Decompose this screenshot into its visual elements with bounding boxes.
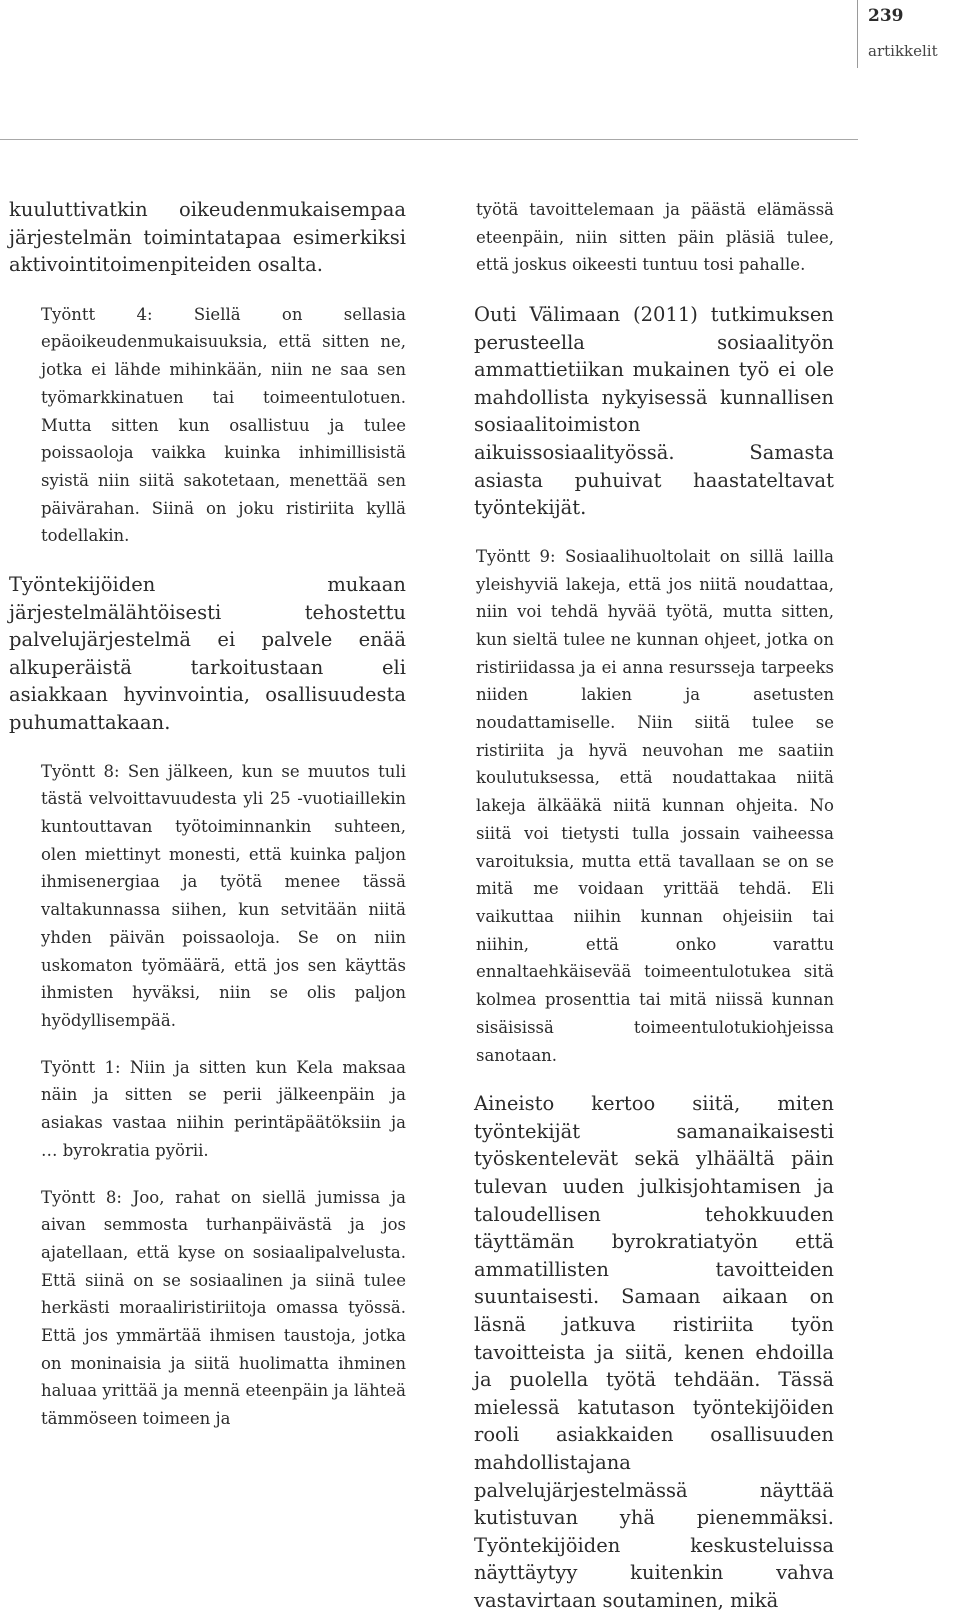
interview-quote: Työntt 9: Sosiaalihuoltolait on sillä lailla yleishyviä lakeja, että jos niitä noudattaa, niin voi tehdä hyvää työtä, mutta sitten, kun sieltä tulee ne kunnan ohjeet, jotka on ristiriidassa ja ei anna resursseja tarpeeks niiden lakien ja asetusten noudattamiselle. Niin siitä tulee se ristiriita ja hyvä neuvohan me saatiin koulutuksessa, että noudattakaa niitä lakeja älkääkä niitä kunnan ohjeita. No siitä voi tietysti tulla jossain vaiheessa varoituksia, mutta että tavallaan se on se mitä me voidaan yrittää tehdä. Eli vaikuttaa niihin kunnan ohjeisiin tai niihin, että onko varattu ennaltaehkäisevää toimeentulotukea sitä kolmea prosenttia tai mitä niissä kunnan sisäisissä toimeentulotukiohjeissa sanotaan. [476, 546, 834, 1065]
interview-quote: Työntt 8: Sen jälkeen, kun se muutos tuli tästä velvoittavuudesta yli 25 -vuotiaillekin kuntouttavan työtoiminnankin suhteen, olen miettinyt monesti, että kuinka paljon ihmisenergiaa ja työtä menee tässä valtakunnassa siihen, kun setvitään niitä yhden päivän poissaoloja. Se on niin uskomaton työmäärä, että jos sen käyttäs ihmisten hyväksi, niin se olis paljon hyödyllisempää. [41, 761, 406, 1030]
section-label: artikkelit [868, 42, 938, 60]
paragraph: Aineisto kertoo siitä, miten työntekijät samanaikaisesti työskentelevät sekä ylhäältä päin tulevan uuden julkisjohtamisen ja taloudellisen tehokkuuden täyttämän byrokratiatyön että ammatillisten tavoitteiden suuntaisesti. Samaan aikaan on läsnä jatkuva ristiriita työn tavoitteista ja siitä, kenen ehdoilla ja puolella työtä tehdään. Tässä mielessä katutason työntekijöiden rooli asiakkaiden osallisuuden mahdollistajana palvelujärjestelmässä näyttää kutistuvan yhä pienemmäksi. Työntekijöiden keskusteluissa näyttäytyy kuitenkin vahva vastavirtaan soutaminen, mikä [474, 1092, 834, 1612]
paragraph: Outi Välimaan (2011) tutkimuksen perusteella sosiaalityön ammattietiikan mukainen työ ei ole mahdollista nykyisessä kunnallisen sosiaalitoimiston aikuissosiaalityössä. Samasta asiasta puhuivat haastateltavat työntekijät. [474, 303, 834, 520]
header-rule [0, 139, 858, 140]
interview-quote: Työntt 1: Niin ja sitten kun Kela maksaa näin ja sitten se perii jälkeenpäin ja asiakas vastaa niihin perintäpäätöksiin ja … byrokratia pyörii. [41, 1057, 406, 1160]
left-column [9, 196, 406, 1433]
interview-quote: Työntt 8: Joo, rahat on siellä jumissa ja aivan semmosta turhanpäivästä ja jos ajatellaan, että kyse on sosiaalipalvelusta. Että siinä on se sosiaalinen ja siinä tulee herkästi moraaliristiriitoja omassa työssä. Että jos ymmärtää ihmisen taustoja, jotka on moninaisia ja siitä huolimatta ihminen haluaa yrittää ja mennä eteenpäin ja lähteä tämmöseen toimeen ja [41, 1187, 406, 1429]
page-number: 239 [868, 6, 904, 26]
interview-quote-continued: työtä tavoittelemaan ja päästä elämässä eteenpäin, niin sitten päin pläsiä tulee, että joskus oikeesti tuntuu tosi pahalle. [476, 200, 834, 275]
paragraph: kuuluttivatkin oikeudenmukaisempaa järjestelmän toimintatapaa esimerkiksi aktivointitoimenpiteiden osalta. [9, 198, 406, 277]
paragraph: Työntekijöiden mukaan järjestelmälähtöisesti tehostettu palvelujärjestelmä ei palvele enää alkuperäistä tarkoitustaan eli asiakkaan hyvinvointia, osallisuudesta puhumattakaan. [9, 573, 406, 735]
header-divider [857, 0, 858, 68]
right-column [474, 196, 834, 1615]
interview-quote: Työntt 4: Siellä on sellasia epäoikeudenmukaisuuksia, että sitten ne, jotka ei lähde mihinkään, niin ne saa sen työmarkkinatuen tai toimeentulotuen. Mutta sitten kun osallistuu ja tulee poissaoloja vaikka kuinka inhimillisistä syistä niin siitä sakotetaan, menettää sen päivärahan. Siinä on joku ristiriita kyllä todellakin. [41, 304, 406, 546]
